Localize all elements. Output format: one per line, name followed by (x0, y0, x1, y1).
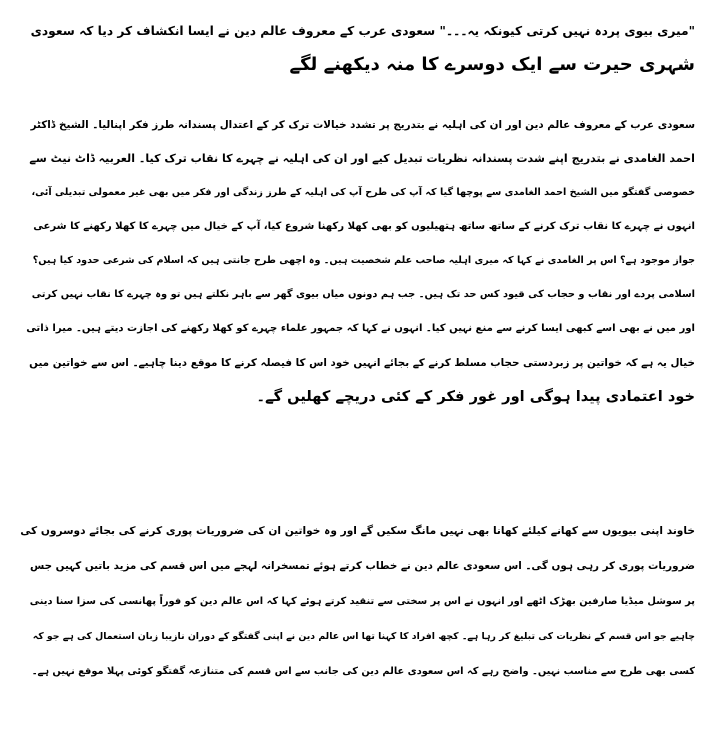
article-headline (18, 14, 695, 82)
paragraph-line: کسی بھی طرح سے مناسب نہیں۔ واضح رہے کہ اس سعودی عالم دین کی جانب سے اس قسم کی متنازعہ گفتگو کوئی پہلا موقع نہیں ہے۔ (31, 666, 695, 677)
paragraph-line: سعودی عرب کے معروف عالم دین اور ان کی اہلیہ نے بتدریج پر تشدد خیالات ترک کر کے اعتدال پسندانہ طرز فکر اپنالیا۔ الشیخ ڈاکٹر (30, 119, 695, 131)
paragraph-line: اور میں نے بھی اسے کبھی ایسا کرنے سے منع نہیں کیا۔ انہوں نے کہا کہ جمہور علماء چہرے کو کھلا رکھنے کی اجازت دیتے ہیں۔ میرا ذاتی (26, 323, 695, 334)
paragraph-line: انہوں نے چہرے کا نقاب ترک کرنے کے ساتھ ساتھ ہتھیلیوں کو بھی کھلا رکھنا شروع کیا، آپ کے خیال میں چہرے کا کھلا رکھنے کا شرعی (33, 221, 695, 232)
paragraph-line: چاہیے جو اس قسم کے نظریات کی تبلیغ کر رہا ہے۔ کچھ افراد کا کہنا تھا اس عالم دین نے اپنی گفتگو کے دوران نازیبا زبان استعمال کی ہے جو کہ (32, 631, 695, 642)
headline-line: شہری حیرت سے ایک دوسرے کا منہ دیکھنے لگے (289, 54, 695, 75)
paragraph-line: ضروریات پوری کر رہی ہوں گی۔ اس سعودی عالم دین نے خطاب کرتے ہوئے تمسخرانہ لہجے میں اس قسم کی مزید باتیں کہیں جس (29, 560, 695, 572)
paragraph-line: جواز موجود ہے؟ اس پر الغامدی نے کہا کہ میری اہلیہ صاحب علم شخصیت ہیں۔ وہ اچھی طرح جانتی ہیں کہ اسلام کی شرعی حدود کیا ہیں؟ (32, 255, 695, 266)
paragraph-line: پر سوشل میڈیا صارفین بھڑک اٹھے اور انہوں نے اس پر سختی سے تنقید کرتے ہوئے کہا کہ اس عالم دین کو فوراً پھانسی کی سزا سنا دینی (29, 596, 695, 607)
paragraph-line: خیال یہ ہے کہ خواتین پر زبردستی حجاب مسلط کرنے کے بجائے انہیں خود اس کا فیصلہ کرنے کا موقع دینا چاہیے۔ اس سے خواتین میں (29, 357, 695, 369)
article-paragraph-2 (18, 514, 695, 689)
paragraph-line: خصوصی گفتگو میں الشیخ احمد الغامدی سے پوچھا گیا کہ آپ کی طرح آپ کی اہلیہ کے طرز زندگی اور فکر میں بھی غیر معمولی تبدیلی آئی، (31, 187, 695, 198)
article-paragraph-1 (18, 108, 695, 414)
paragraph-line: خود اعتمادی پیدا ہوگی اور غور فکر کے کئی دریچے کھلیں گے۔ (256, 388, 695, 405)
paragraph-line: خاوند اپنی بیویوں سے کھانے کیلئے کھانا بھی نہیں مانگ سکیں گے اور وہ خواتین ان کی ضروریات پوری کرنے کی بجائے دوسروں کی (20, 525, 695, 537)
paragraph-line: احمد الغامدی نے بتدریج اپنے شدت پسندانہ نظریات تبدیل کیے اور ان کی اہلیہ نے چہرے کا نقاب ترک کیا۔ العربیہ ڈاٹ نیٹ سے (29, 152, 695, 165)
headline-line: "میری بیوی پردہ نہیں کرتی کیونکہ یہ۔۔۔" سعودی عرب کے معروف عالم دین نے ایسا انکشاف کر دیا کہ سعودی (30, 24, 695, 38)
paragraph-line: اسلامی پردے اور نقاب و حجاب کی قیود کس حد تک ہیں۔ جب ہم دونوں میاں بیوی گھر سے باہر نکلتے ہیں تو وہ چہرے کا نقاب نہیں کرتی (31, 289, 695, 300)
